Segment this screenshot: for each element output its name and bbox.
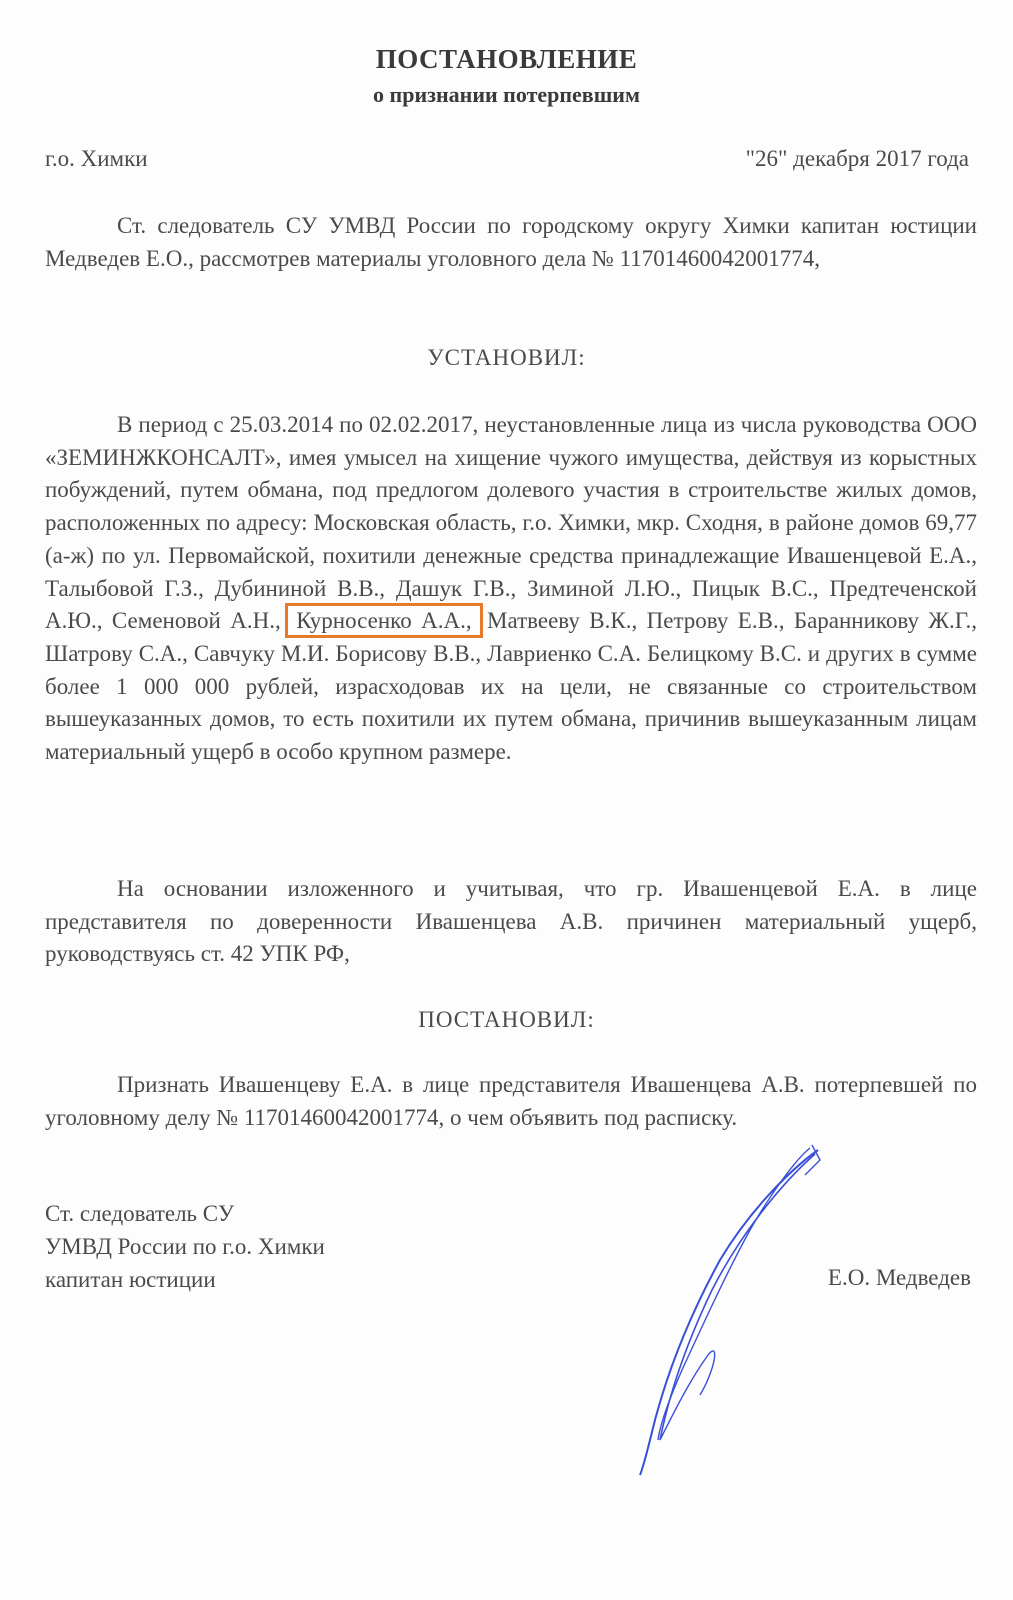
heading-established: УСТАНОВИЛ: xyxy=(427,345,586,370)
document-title: ПОСТАНОВЛЕНИЕ xyxy=(375,44,638,74)
signer-block xyxy=(45,1197,325,1296)
intro-paragraph: Ст. следователь СУ УМВД России по городскому округу Химки капитан юстиции Медведев Е.О., рассмотрев материалы уголовного дела № 11701460042001774, xyxy=(45,213,977,271)
highlighted-name: Курносенко А.А., xyxy=(290,608,477,633)
document-date: "26" декабря 2017 года xyxy=(745,146,969,171)
basis-paragraph: На основании изложенного и учитывая, что гр. Ивашенцевой Е.А. в лице представителя по доверенности Ивашенцева А.В. причинен материальный ущерб, руководствуясь ст. 42 УПК РФ, xyxy=(45,876,977,967)
established-text-part1: В период с 25.03.2014 по 02.02.2017, неустановленные лица из числа руководства ООО «ЗЕМИНЖКОНСАЛТ», имея умысел на хищение чужого имущества, действуя из корыстных побуждений, путем обмана, под предлогом долевого участия в строительстве жилых домов, расположенных по адресу: Московская область, г.о. Химки, мкр. Сходня, в районе домов 69,77 (а-ж) по ул. Первомайской, похитили денежные средства принадлежащие Ивашенцевой Е.А., Талыбовой Г.З., Дубининой В.В., Дашук Г.В., Зиминой Л.Ю., Пицык В.С., Предтеченской А.Ю., Семеновой А.Н., xyxy=(45,412,977,634)
established-paragraph xyxy=(45,409,977,769)
signer-name: Е.О. Медведев xyxy=(827,1265,971,1290)
established-text-part2: Матвееву В.К., Петрову Е.В., Баранникову Ж.Г., Шатрову С.А., Савчуку М.И. Борисову В.В., Лавриенко С.А. Белицкому В.С. и других в сумме более 1 000 000 рублей, израсходовав их на цели, не связанные со строительством вышеуказанных домов, то есть похитили их путем обмана, причинив вышеуказанным лицам материальный ущерб в особо крупном размере. xyxy=(45,608,977,765)
signature-icon xyxy=(620,1140,840,1480)
signer-rank: капитан юстиции xyxy=(45,1267,216,1292)
signer-department: УМВД России по г.о. Химки xyxy=(45,1234,325,1259)
heading-resolved: ПОСТАНОВИЛ: xyxy=(418,1007,595,1032)
document-subtitle: о признании потерпевшим xyxy=(373,82,640,107)
signer-position: Ст. следователь СУ xyxy=(45,1201,235,1226)
resolution-paragraph: Признать Ивашенцеву Е.А. в лице представителя Ивашенцева А.В. потерпевшей по уголовному делу № 11701460042001774, о чем объявить под расписку. xyxy=(45,1072,977,1130)
document-place: г.о. Химки xyxy=(45,146,148,171)
